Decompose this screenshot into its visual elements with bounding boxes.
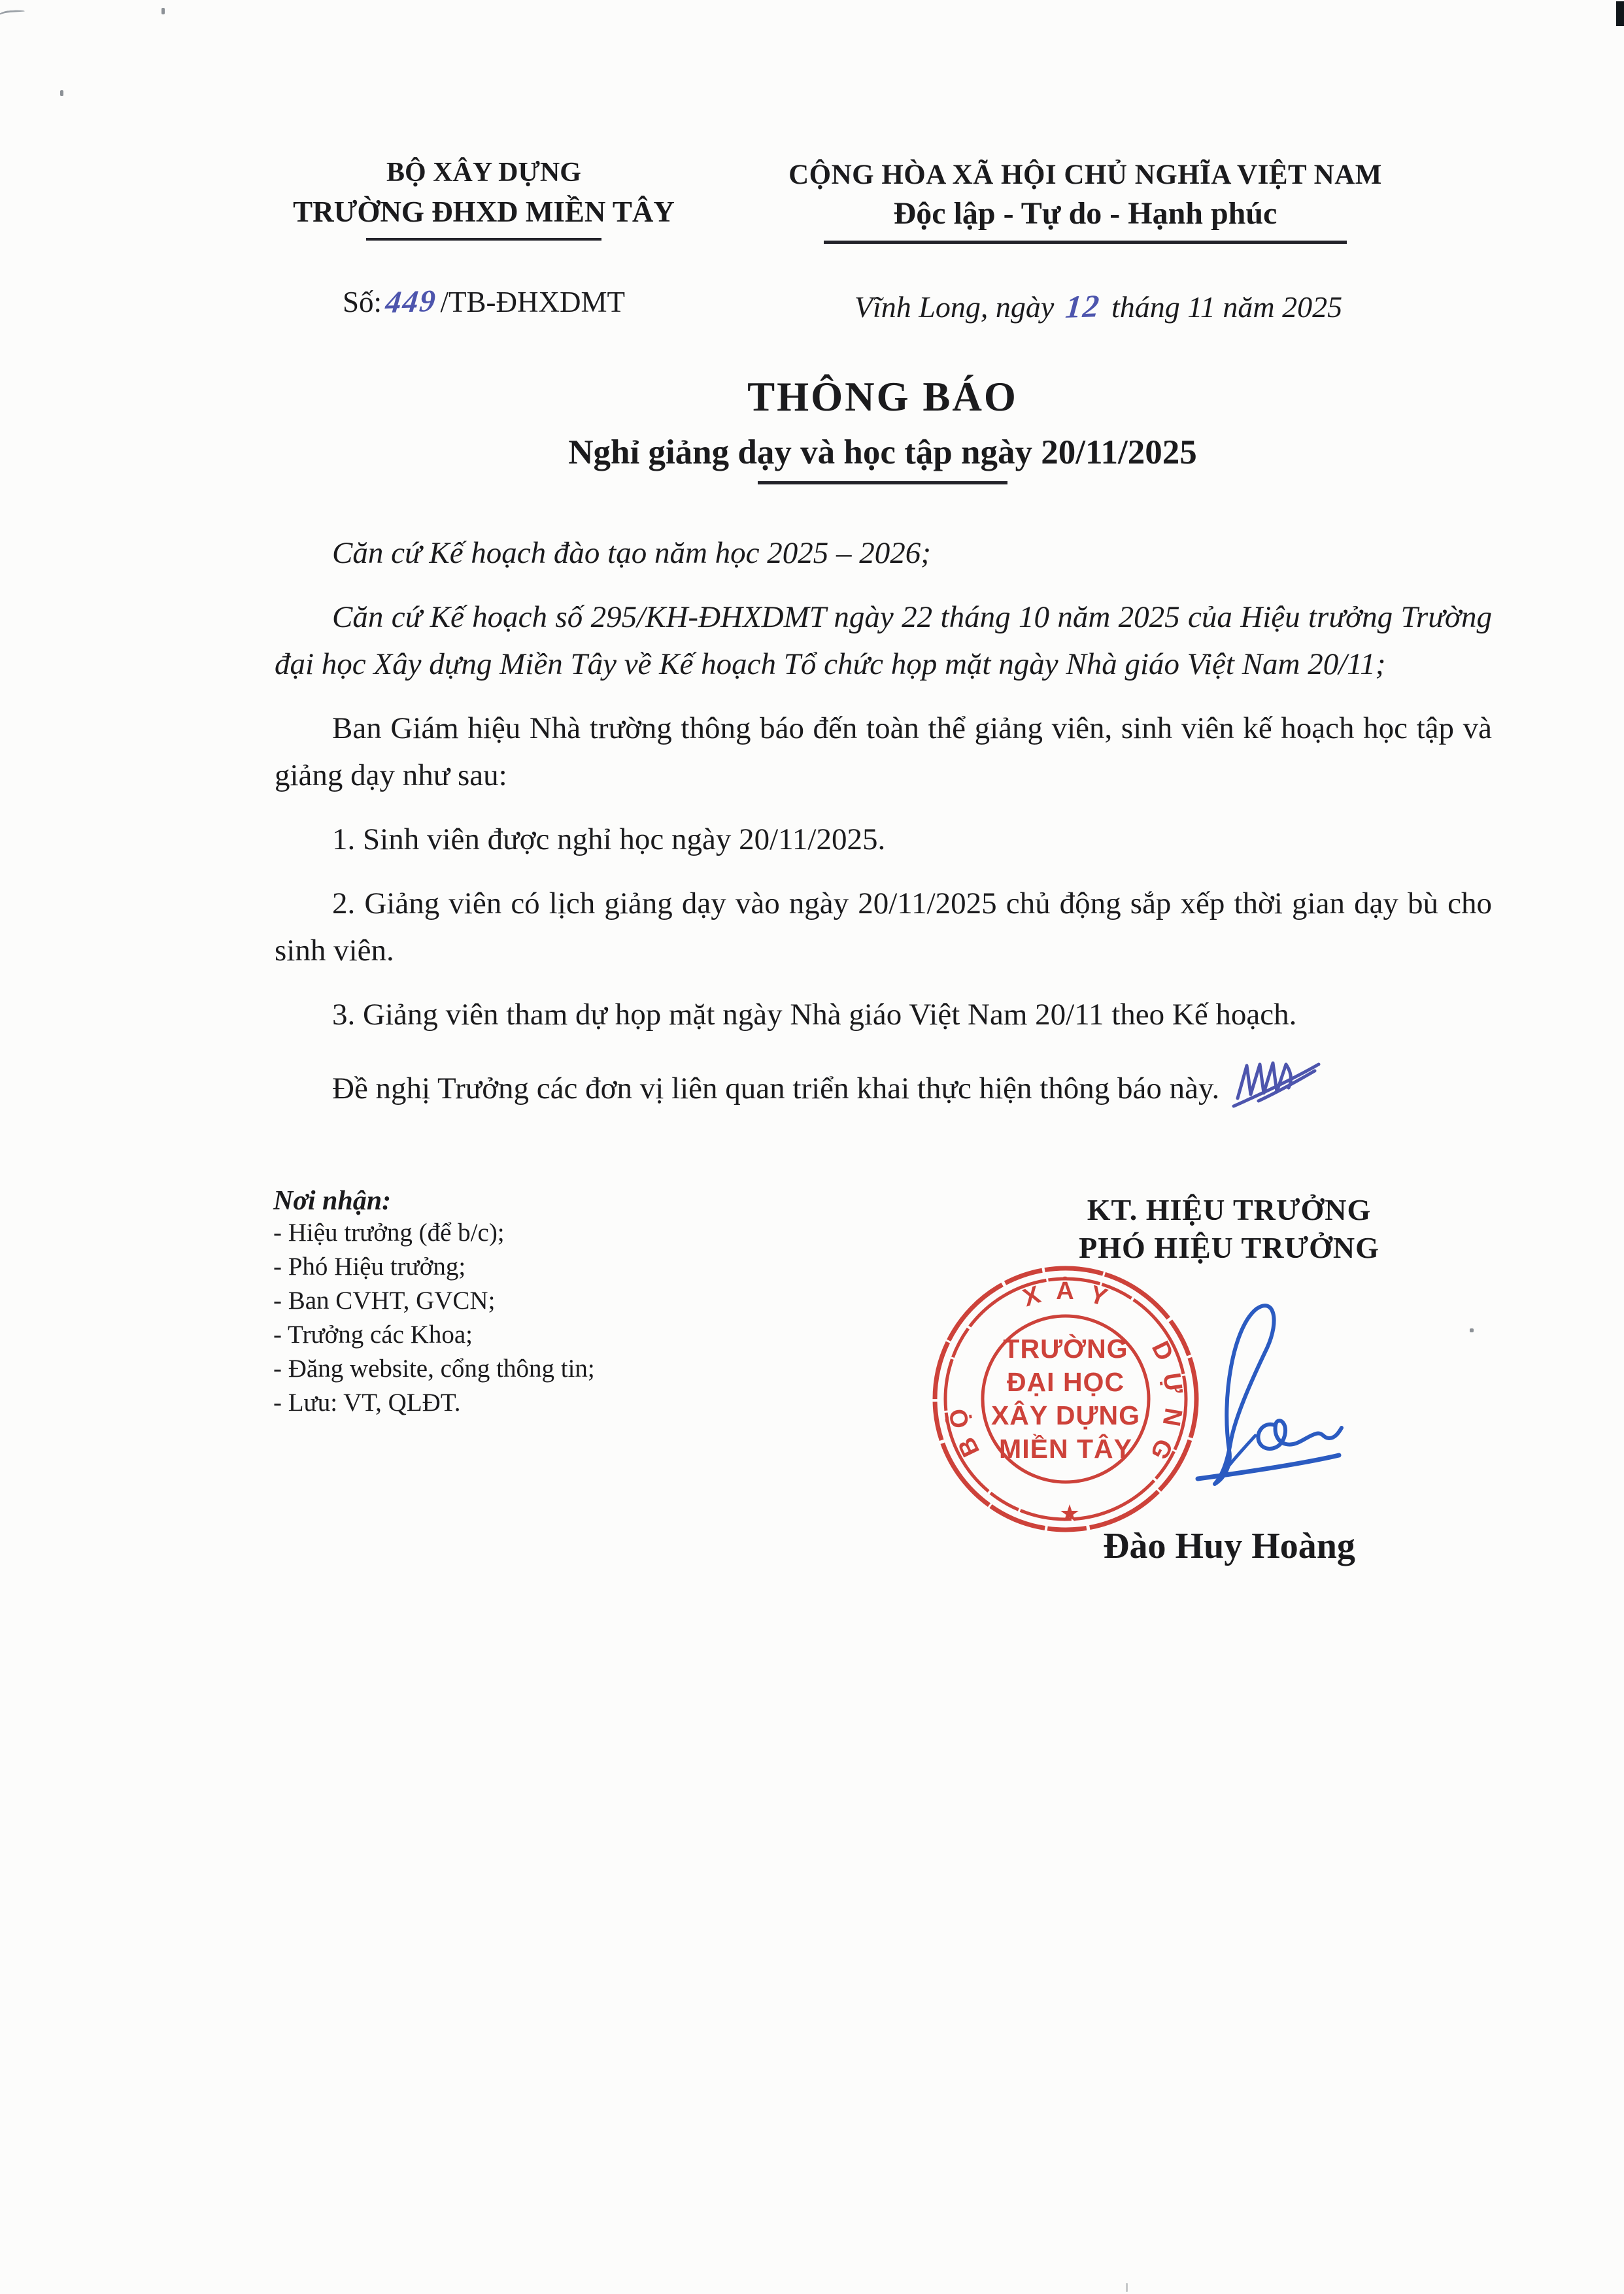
scan-speck xyxy=(1470,1328,1474,1332)
signer-title-line2: PHÓ HIỆU TRƯỞNG xyxy=(1079,1231,1379,1264)
scan-speck xyxy=(60,90,63,96)
paragraph: 2. Giảng viên có lịch giảng dạy vào ngày 20/11/2025 chủ động sắp xếp thời gian dạy bù cho sinh viên. xyxy=(275,886,1492,968)
issuer-school: TRƯỜNG ĐHXD MIỀN TÂY xyxy=(293,195,675,228)
scan-speck xyxy=(161,8,165,14)
svg-text:MIỀN TÂY: MIỀN TÂY xyxy=(999,1434,1132,1464)
signer-title-line1: KT. HIỆU TRƯỞNG xyxy=(1087,1193,1372,1226)
national-motto-line2: Độc lập - Tự do - Hạnh phúc xyxy=(893,196,1277,231)
svg-text:Ự: Ự xyxy=(1157,1371,1188,1397)
scan-edge-mark xyxy=(1616,1,1624,26)
paragraph: Căn cứ Kế hoạch đào tạo năm học 2025 – 2026; xyxy=(332,536,931,570)
official-stamp xyxy=(919,1252,1213,1546)
national-motto-line1: CỘNG HÒA XÃ HỘI CHỦ NGHĨA VIỆT NAM xyxy=(788,160,1382,190)
recipient-item: - Ban CVHT, GVCN; xyxy=(273,1287,496,1315)
recipient-item: - Trưởng các Khoa; xyxy=(273,1321,473,1349)
svg-text:X: X xyxy=(1019,1280,1045,1313)
recipients-block xyxy=(273,1186,809,1420)
title-block xyxy=(275,373,1491,484)
page-subtitle: Nghỉ giảng dạy và học tập ngày 20/11/2025 xyxy=(568,433,1197,471)
svg-text:ĐẠI HỌC: ĐẠI HỌC xyxy=(1006,1367,1125,1397)
subtitle-underline xyxy=(758,481,1007,484)
recipient-item: - Lưu: VT, QLĐT. xyxy=(273,1389,461,1417)
svg-text:B: B xyxy=(952,1431,986,1461)
signer-name: Đào Huy Hoàng xyxy=(1103,1526,1355,1566)
paragraph: Đề nghị Trưởng các đơn vị liên quan triển khai thực hiện thông báo này. xyxy=(275,1055,1492,1115)
recipient-item: - Hiệu trưởng (để b/c); xyxy=(273,1219,505,1247)
paragraph: 1. Sinh viên được nghỉ học ngày 20/11/2025. xyxy=(332,822,886,856)
issuer-underline xyxy=(366,238,601,241)
svg-text:Y: Y xyxy=(1086,1280,1112,1313)
doc-number-prefix: Số: xyxy=(342,286,382,318)
scan-corner-mark xyxy=(0,9,25,20)
recipients-label: Nơi nhận: xyxy=(273,1186,392,1216)
svg-text:TRƯỜNG: TRƯỜNG xyxy=(1003,1334,1128,1364)
signature-stroke xyxy=(1195,1287,1385,1489)
paragraph: Căn cứ Kế hoạch số 295/KH-ĐHXDMT ngày 22 tháng 10 năm 2025 của Hiệu trưởng Trường đại học Xây dựng Miền Tây về Kế hoạch Tổ chức họp mặt ngày Nhà giáo Việt Nam 20/11; xyxy=(275,600,1492,681)
doc-number-handwritten: 449 xyxy=(384,283,439,320)
stamp-star-icon: ★ xyxy=(1058,1500,1081,1527)
date-prefix: Vĩnh Long, ngày xyxy=(854,290,1055,324)
svg-text:G: G xyxy=(1143,1434,1178,1466)
svg-text:XÂY DỰNG: XÂY DỰNG xyxy=(990,1400,1141,1430)
recipient-item: - Phó Hiệu trưởng; xyxy=(273,1253,466,1281)
svg-text:D: D xyxy=(1145,1337,1179,1367)
svg-text:Â: Â xyxy=(1056,1277,1075,1305)
scan-speck xyxy=(1126,2283,1128,2292)
paragraph: 3. Giảng viên tham dự họp mặt ngày Nhà giáo Việt Nam 20/11 theo Kế hoạch. xyxy=(332,998,1297,1032)
body-paragraphs xyxy=(275,530,1492,1132)
page-title: THÔNG BÁO xyxy=(747,374,1018,420)
svg-text:N: N xyxy=(1157,1406,1187,1430)
document-number xyxy=(190,282,778,322)
recipient-item: - Đăng website, cổng thông tin; xyxy=(273,1355,595,1383)
date-day-handwritten: 12 xyxy=(1064,288,1102,325)
paraph-initials xyxy=(1231,1055,1328,1115)
national-header xyxy=(758,157,1412,244)
issuer-header xyxy=(190,154,778,241)
date-line xyxy=(771,286,1425,328)
stamp-center-text xyxy=(991,1334,1140,1464)
date-suffix: tháng 11 năm 2025 xyxy=(1111,290,1343,324)
issuer-ministry: BỘ XÂY DỰNG xyxy=(386,158,581,188)
recipients-list xyxy=(273,1216,809,1420)
svg-text:Ộ: Ộ xyxy=(944,1405,975,1430)
paragraph: Ban Giám hiệu Nhà trường thông báo đến toàn thể giảng viên, sinh viên kế hoạch học tập và giảng dạy như sau: xyxy=(275,711,1492,792)
doc-number-suffix: /TB-ĐHXDMT xyxy=(440,286,626,318)
motto-underline xyxy=(824,241,1347,244)
